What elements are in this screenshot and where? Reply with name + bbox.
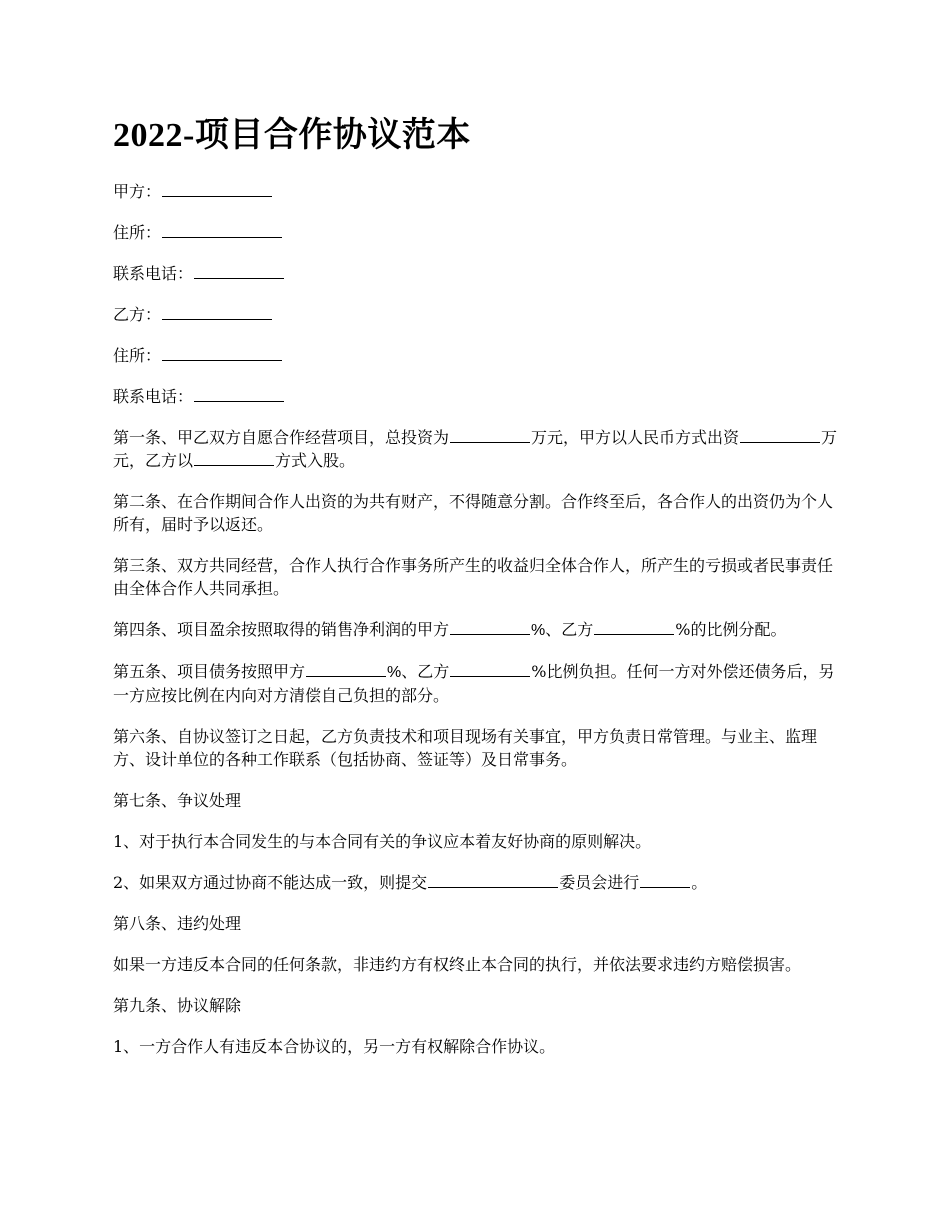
clause-7-item-2 [113, 871, 841, 894]
document-title: 2022-项目合作协议范本 [113, 117, 471, 154]
party-b-phone-field [113, 385, 841, 408]
party-b-address-label: 住所： [113, 346, 162, 365]
clause-9-heading: 第九条、协议解除 [113, 996, 242, 1015]
party-a-phone-label: 联系电话： [113, 264, 194, 283]
clause-8-text: 如果一方违反本合同的任何条款，非违约方有权终止本合同的执行，并依法要求违约方赔偿损害。 [113, 955, 802, 974]
clause-7-item-2-blank-2 [640, 873, 690, 888]
clause-4-text-c: %的比例分配。 [675, 620, 787, 639]
clause-1-text-c: 万元，乙方以 [113, 428, 838, 470]
clause-6: 第六条、自协议签订之日起，乙方负责技术和项目现场有关事宜，甲方负责日常管理。与业主、监理方、设计单位的各种工作联系（包括协商、签证等）及日常事务。 [113, 727, 818, 769]
party-a-blank [162, 182, 272, 197]
party-a-label: 甲方： [113, 182, 162, 201]
party-b-address-blank [162, 346, 282, 361]
clause-1-blank-2 [740, 428, 820, 443]
party-b-field [113, 303, 841, 326]
party-a-phone-field [113, 262, 841, 285]
clause-7-item-2-text-c: 。 [691, 873, 708, 892]
party-b-address-field [113, 344, 841, 367]
clause-5-blank-1 [306, 662, 386, 677]
party-a-address-label: 住所： [113, 223, 162, 242]
party-b-label: 乙方： [113, 305, 162, 324]
clause-1-blank-3 [194, 451, 274, 466]
clause-7-item-2-blank-1 [428, 873, 558, 888]
party-a-field [113, 180, 841, 203]
clause-1-blank-1 [450, 428, 530, 443]
clause-3: 第三条、双方共同经营，合作人执行合作事务所产生的收益归全体合作人，所产生的亏损或者民事责任由全体合作人共同承担。 [113, 556, 834, 598]
clause-5-text-b: %、乙方 [387, 664, 450, 681]
clause-9-item-1: 1、一方合作人有违反本合协议的，另一方有权解除合作协议。 [113, 1037, 556, 1056]
clause-4-blank-1 [450, 620, 530, 635]
party-b-phone-blank [194, 387, 284, 402]
party-a-address-blank [162, 223, 282, 238]
clause-1-text-a: 第一条、甲乙双方自愿合作经营项目，总投资为 [113, 428, 450, 447]
clause-7-item-1: 1、对于执行本合同发生的与本合同有关的争议应本着友好协商的原则解决。 [113, 832, 652, 851]
party-b-blank [162, 305, 272, 320]
clause-4-text-a: 第四条、项目盈余按照取得的销售净利润的甲方 [113, 620, 450, 639]
clause-5-text-a: 第五条、项目债务按照甲方 [113, 662, 306, 681]
clause-7-item-2-text-a: 2、如果双方通过协商不能达成一致，则提交 [113, 873, 428, 892]
clause-7-heading: 第七条、争议处理 [113, 791, 242, 810]
clause-2: 第二条、在合作期间合作人出资的为共有财产，不得随意分割。合作终至后，各合作人的出资仍为个人所有，届时予以返还。 [113, 492, 834, 534]
clause-8-heading: 第八条、违约处理 [113, 914, 242, 933]
clause-7-item-2-text-b: 委员会进行 [559, 873, 640, 892]
clause-1-text-d: 方式入股。 [275, 451, 356, 470]
document-page [113, 112, 841, 1076]
clause-4-blank-2 [594, 620, 674, 635]
clause-5-text-c: %比例负担。任何一方对外偿还债务后，另一方应按比例在内向对方清偿自己负担的部分。 [113, 662, 835, 705]
party-b-phone-label: 联系电话： [113, 387, 194, 406]
clause-1 [113, 426, 841, 472]
party-a-address-field [113, 221, 841, 244]
clause-4-text-b: %、乙方 [531, 622, 594, 639]
clause-5 [113, 660, 841, 707]
clause-4 [113, 618, 841, 642]
clause-1-text-b: 万元，甲方以人民币方式出资 [531, 428, 740, 447]
party-a-phone-blank [194, 264, 284, 279]
clause-5-blank-2 [450, 662, 530, 677]
